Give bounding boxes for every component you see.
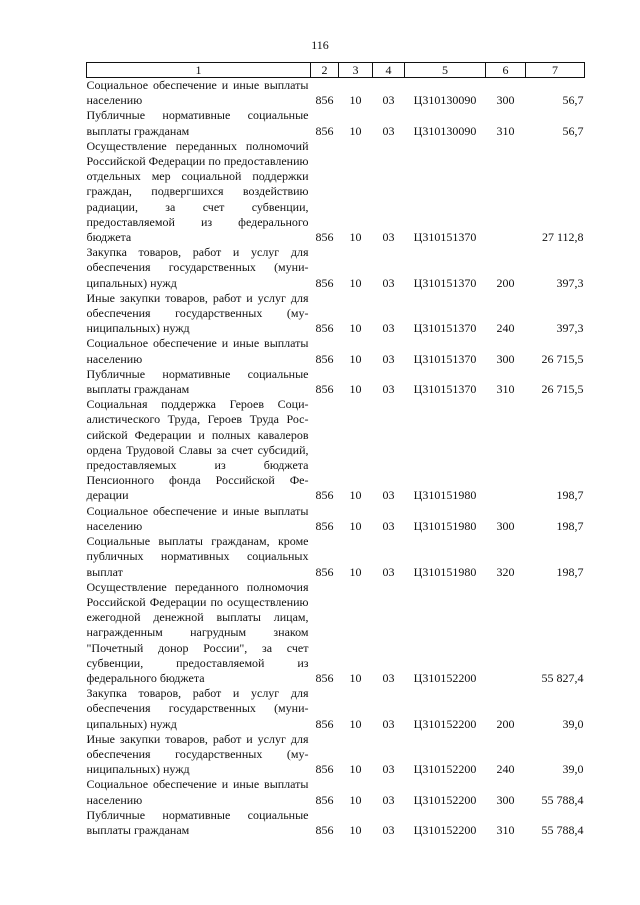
table-row	[87, 245, 585, 291]
column-header-amount: 7	[526, 63, 585, 78]
row-amount: 26 715,5	[541, 351, 584, 366]
row-subsection-code: 03	[382, 822, 395, 837]
row-section-code: 10	[349, 123, 362, 138]
table-row	[87, 808, 585, 838]
row-amount: 198,7	[556, 564, 584, 579]
column-header-name: 1	[87, 63, 311, 78]
row-name: Социальное обеспечение и иные выплаты населению	[86, 78, 309, 108]
row-name: Иные закупки товаров, работ и услуг для обеспечения государственных (муниципальных) нужд	[86, 290, 309, 336]
row-ministry-code: 856	[315, 488, 334, 503]
row-name: Социальные выплаты гражданам, кроме публичных нормативных социальных выплат	[86, 534, 309, 579]
row-ministry-code: 856	[315, 518, 334, 533]
row-target-code: Ц310151370	[413, 321, 477, 336]
column-number-header	[87, 63, 585, 78]
row-name: Публичные нормативные социальные выплаты гражданам	[86, 108, 309, 138]
row-expense-type-code: 310	[496, 382, 515, 397]
table-body	[87, 78, 585, 839]
row-section-code: 10	[349, 488, 362, 503]
row-name: Социальная поддержка Героев Социалистического Труда, Героев Труда Российской Федерации и полных кавалеров ордена Трудовой Славы за счет субсидий, предоставляемых из бюджета Пенсионного фонда Российской Федерации	[86, 397, 309, 503]
row-target-code: Ц310151370	[413, 275, 477, 290]
row-subsection-code: 03	[382, 351, 395, 366]
row-ministry-code: 856	[315, 670, 334, 685]
row-expense-type-code: 300	[496, 792, 515, 807]
row-ministry-code: 856	[315, 123, 334, 138]
row-amount: 55 827,4	[541, 670, 584, 685]
row-target-code: Ц310152200	[413, 670, 477, 685]
table-row	[87, 504, 585, 534]
row-amount: 39,0	[562, 716, 584, 731]
row-ministry-code: 856	[315, 564, 334, 579]
row-name: Социальное обеспечение и иные выплаты населению	[86, 503, 309, 533]
row-expense-type-code: 300	[496, 93, 515, 108]
row-subsection-code: 03	[382, 230, 395, 245]
row-subsection-code: 03	[382, 488, 395, 503]
row-amount: 55 788,4	[541, 822, 584, 837]
row-subsection-code: 03	[382, 93, 395, 108]
row-amount: 198,7	[556, 518, 584, 533]
row-amount: 198,7	[556, 488, 584, 503]
column-header-expense-type: 6	[486, 63, 526, 78]
row-section-code: 10	[349, 93, 362, 108]
column-header-ministry: 2	[311, 63, 339, 78]
row-subsection-code: 03	[382, 670, 395, 685]
row-expense-type-code	[486, 580, 526, 686]
row-ministry-code: 856	[315, 93, 334, 108]
table-row	[87, 777, 585, 807]
row-section-code: 10	[349, 351, 362, 366]
row-target-code: Ц310151370	[413, 382, 477, 397]
row-name: Публичные нормативные социальные выплаты гражданам	[86, 807, 309, 837]
row-expense-type-code: 300	[496, 518, 515, 533]
row-name: Закупка товаров, работ и услуг для обеспечения государственных (муниципальных) нужд	[86, 686, 309, 731]
table-row	[87, 78, 585, 109]
row-ministry-code: 856	[315, 716, 334, 731]
row-name: Социальное обеспечение и иные выплаты населению	[86, 777, 309, 807]
row-ministry-code: 856	[315, 762, 334, 777]
row-target-code: Ц310151980	[413, 564, 477, 579]
row-name: Социальное обеспечение и иные выплаты населению	[86, 336, 309, 366]
row-target-code: Ц310151980	[413, 488, 477, 503]
row-name: Осуществление переданных полномочий Российской Федерации по предоставлению отдельных мер социальной поддержки граждан, подвергшихся воздействию радиации, за счет субвенции, предоставляемой из федерального бюджета	[86, 138, 309, 245]
row-subsection-code: 03	[382, 321, 395, 336]
row-target-code: Ц310151370	[413, 351, 477, 366]
row-ministry-code: 856	[315, 822, 334, 837]
row-section-code: 10	[349, 792, 362, 807]
row-target-code: Ц310152200	[413, 762, 477, 777]
row-expense-type-code: 300	[496, 351, 515, 366]
row-section-code: 10	[349, 822, 362, 837]
row-expense-type-code: 320	[496, 564, 515, 579]
row-amount: 56,7	[562, 93, 584, 108]
table-row	[87, 139, 585, 245]
row-subsection-code: 03	[382, 564, 395, 579]
row-amount: 26 715,5	[541, 382, 584, 397]
row-expense-type-code	[486, 397, 526, 503]
table-row	[87, 580, 585, 686]
row-ministry-code: 856	[315, 230, 334, 245]
row-subsection-code: 03	[382, 716, 395, 731]
row-expense-type-code: 200	[496, 275, 515, 290]
row-amount: 55 788,4	[541, 792, 584, 807]
table-row	[87, 397, 585, 503]
row-expense-type-code: 200	[496, 716, 515, 731]
row-section-code: 10	[349, 275, 362, 290]
row-section-code: 10	[349, 518, 362, 533]
row-name: Осуществление переданного полномочия Российской Федерации по осуществлению ежегодной денежной выплаты лицам, награжденным нагрудным знаком "Почетный донор России", за счет субвенции, предоставляемой из федерального бюджета	[86, 579, 309, 685]
row-name: Публичные нормативные социальные выплаты гражданам	[86, 366, 309, 397]
row-amount: 397,3	[556, 275, 584, 290]
row-name: Закупка товаров, работ и услуг для обеспечения государственных (муниципальных) нужд	[86, 245, 309, 290]
table-row	[87, 732, 585, 778]
row-subsection-code: 03	[382, 762, 395, 777]
row-subsection-code: 03	[382, 382, 395, 397]
row-target-code: Ц310130090	[413, 93, 477, 108]
table-row	[87, 367, 585, 397]
column-header-target: 5	[405, 63, 486, 78]
column-header-section: 3	[339, 63, 373, 78]
row-subsection-code: 03	[382, 123, 395, 138]
row-amount: 39,0	[562, 762, 584, 777]
column-header-subsection: 4	[373, 63, 405, 78]
row-target-code: Ц310130090	[413, 123, 477, 138]
row-ministry-code: 856	[315, 382, 334, 397]
row-target-code: Ц310152200	[413, 716, 477, 731]
row-subsection-code: 03	[382, 792, 395, 807]
row-section-code: 10	[349, 382, 362, 397]
row-section-code: 10	[349, 564, 362, 579]
row-ministry-code: 856	[315, 321, 334, 336]
page-number: 116	[311, 38, 329, 52]
row-ministry-code: 856	[315, 792, 334, 807]
row-amount: 27 112,8	[541, 230, 584, 245]
row-target-code: Ц310151370	[413, 230, 477, 245]
row-target-code: Ц310152200	[413, 792, 477, 807]
row-expense-type-code: 310	[496, 123, 515, 138]
row-expense-type-code	[486, 139, 526, 245]
row-ministry-code: 856	[315, 275, 334, 290]
row-name: Иные закупки товаров, работ и услуг для обеспечения государственных (муниципальных) нужд	[86, 731, 309, 777]
row-section-code: 10	[349, 321, 362, 336]
table-row	[87, 686, 585, 732]
row-expense-type-code: 240	[496, 321, 515, 336]
row-section-code: 10	[349, 230, 362, 245]
row-expense-type-code: 240	[496, 762, 515, 777]
table-row	[87, 534, 585, 580]
budget-table	[86, 62, 585, 838]
row-subsection-code: 03	[382, 275, 395, 290]
row-section-code: 10	[349, 762, 362, 777]
row-amount: 397,3	[556, 321, 584, 336]
row-section-code: 10	[349, 670, 362, 685]
row-amount: 56,7	[562, 123, 584, 138]
row-target-code: Ц310152200	[413, 822, 477, 837]
table-row	[87, 108, 585, 138]
table-row	[87, 291, 585, 337]
row-expense-type-code: 310	[496, 822, 515, 837]
row-section-code: 10	[349, 716, 362, 731]
table-row	[87, 336, 585, 366]
row-ministry-code: 856	[315, 351, 334, 366]
row-subsection-code: 03	[382, 518, 395, 533]
row-target-code: Ц310151980	[413, 518, 477, 533]
